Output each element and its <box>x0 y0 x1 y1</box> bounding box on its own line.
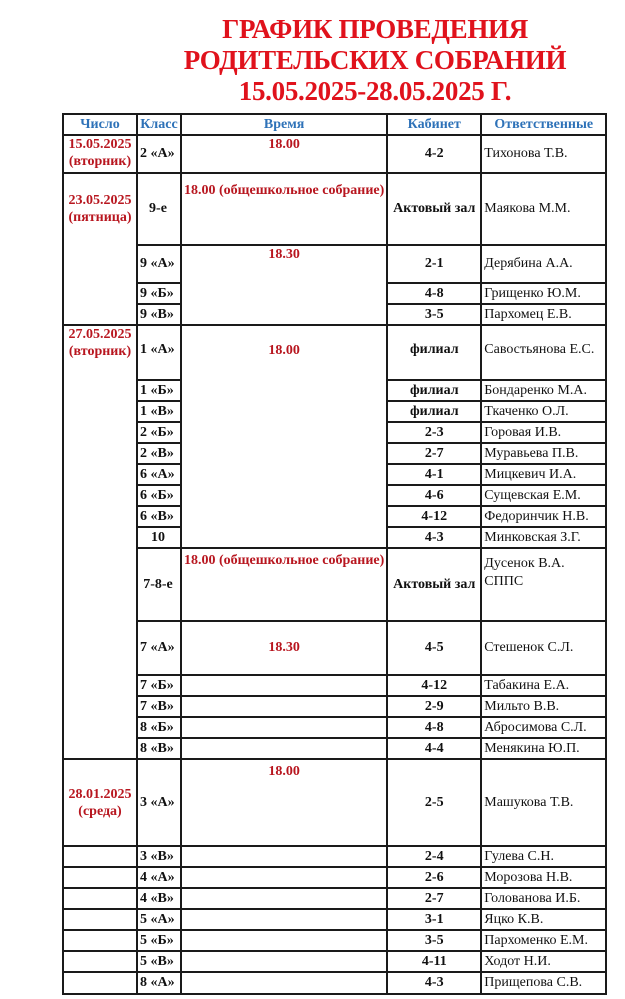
responsible-cell: Абросимова С.Л. <box>481 717 606 738</box>
responsible-cell: Ткаченко О.Л. <box>481 401 606 422</box>
room-cell: Актовый зал <box>387 548 481 621</box>
table-row <box>63 621 606 675</box>
table-row <box>63 909 606 930</box>
table-row <box>63 930 606 951</box>
responsible-cell: Табакина Е.А. <box>481 675 606 696</box>
room-cell: 2-1 <box>387 245 481 283</box>
class-cell: 1 «А» <box>137 325 181 380</box>
room-cell: 4-11 <box>387 951 481 972</box>
time-cell: 18.00 (общешкольное собрание) <box>181 173 387 245</box>
room-cell: 4-12 <box>387 506 481 527</box>
table-row <box>63 972 606 994</box>
room-cell: 4-3 <box>387 972 481 994</box>
weekday-value: (вторник) <box>68 344 132 359</box>
title-line-1: ГРАФИК ПРОВЕДЕНИЯ <box>222 14 528 44</box>
class-cell: 5 «В» <box>137 951 181 972</box>
room-cell: 3-5 <box>387 930 481 951</box>
date-cell-empty <box>63 909 137 930</box>
responsible-cell: Дусенок В.А. СППС <box>481 548 606 621</box>
responsible-cell: Сущевская Е.М. <box>481 485 606 506</box>
responsible-cell: Пархомец Е.В. <box>481 304 606 325</box>
responsible-cell: Грищенко Ю.М. <box>481 283 606 304</box>
date-cell-empty <box>63 867 137 888</box>
class-cell: 2 «В» <box>137 443 181 464</box>
weekday-value: (вторник) <box>68 154 132 169</box>
date-cell-empty <box>63 888 137 909</box>
class-cell: 8 «В» <box>137 738 181 759</box>
time-cell <box>181 738 387 759</box>
room-cell: 4-5 <box>387 621 481 675</box>
class-cell: 9 «В» <box>137 304 181 325</box>
time-cell <box>181 846 387 867</box>
responsible-cell: Гулева С.Н. <box>481 846 606 867</box>
responsible-cell: Тихонова Т.В. <box>481 135 606 173</box>
time-cell <box>181 696 387 717</box>
table-row <box>63 135 606 173</box>
responsible-cell: Менякина Ю.П. <box>481 738 606 759</box>
room-cell: 2-3 <box>387 422 481 443</box>
date-cell <box>63 325 137 759</box>
table-row <box>63 548 606 621</box>
table-row <box>63 759 606 846</box>
responsible-cell: Морозова Н.В. <box>481 867 606 888</box>
table-row <box>63 951 606 972</box>
date-cell <box>63 173 137 325</box>
responsible-cell: Дерябина А.А. <box>481 245 606 283</box>
table-row <box>63 325 606 380</box>
room-cell: 4-12 <box>387 675 481 696</box>
class-cell: 1 «Б» <box>137 380 181 401</box>
date-value: 28.01.2025 <box>68 786 132 802</box>
class-cell: 2 «Б» <box>137 422 181 443</box>
room-cell: 2-7 <box>387 443 481 464</box>
room-cell: филиал <box>387 401 481 422</box>
column-header-responsible: Ответственные <box>481 114 606 135</box>
room-cell: 2-6 <box>387 867 481 888</box>
class-cell: 2 «А» <box>137 135 181 173</box>
room-cell: 2-4 <box>387 846 481 867</box>
class-cell: 9 «Б» <box>137 283 181 304</box>
time-cell <box>181 675 387 696</box>
time-cell <box>181 930 387 951</box>
table-row <box>63 738 606 759</box>
date-cell-empty <box>63 972 137 994</box>
table-row <box>63 888 606 909</box>
column-header-time: Время <box>181 114 387 135</box>
class-cell: 7 «Б» <box>137 675 181 696</box>
time-cell <box>181 909 387 930</box>
time-cell <box>181 888 387 909</box>
room-cell: 3-5 <box>387 304 481 325</box>
table-row <box>63 717 606 738</box>
responsible-cell: Мильто В.В. <box>481 696 606 717</box>
date-cell-empty <box>63 951 137 972</box>
room-cell: 4-3 <box>387 527 481 548</box>
time-cell: 18.30 <box>181 245 387 325</box>
table-row <box>63 846 606 867</box>
weekday-value: (пятница) <box>68 210 132 225</box>
table-row <box>63 696 606 717</box>
class-cell: 7-8-е <box>137 548 181 621</box>
class-cell: 5 «Б» <box>137 930 181 951</box>
class-cell: 7 «А» <box>137 621 181 675</box>
column-header-room: Кабинет <box>387 114 481 135</box>
meeting-schedule-table <box>62 113 607 995</box>
class-cell: 1 «В» <box>137 401 181 422</box>
class-cell: 9-е <box>137 173 181 245</box>
date-cell <box>63 759 137 846</box>
table-row <box>63 173 606 245</box>
table-row <box>63 867 606 888</box>
class-cell: 3 «А» <box>137 759 181 846</box>
responsible-cell: Пархоменко Е.М. <box>481 930 606 951</box>
class-cell: 10 <box>137 527 181 548</box>
class-cell: 9 «А» <box>137 245 181 283</box>
date-value: 15.05.2025 <box>68 137 132 152</box>
responsible-cell: Прищепова С.В. <box>481 972 606 994</box>
page-title <box>150 14 600 107</box>
responsible-cell: Мицкевич И.А. <box>481 464 606 485</box>
title-line-3: 15.05.2025-28.05.2025 Г. <box>238 76 512 106</box>
responsible-cell: Машукова Т.В. <box>481 759 606 846</box>
class-cell: 8 «Б» <box>137 717 181 738</box>
time-cell: 18.00 <box>181 759 387 846</box>
title-line-2: РОДИТЕЛЬСКИХ СОБРАНИЙ <box>183 45 567 75</box>
table-row <box>63 245 606 283</box>
room-cell: филиал <box>387 380 481 401</box>
class-cell: 4 «А» <box>137 867 181 888</box>
time-cell <box>181 867 387 888</box>
date-value: 27.05.2025 <box>68 327 132 342</box>
class-cell: 8 «А» <box>137 972 181 994</box>
class-cell: 4 «В» <box>137 888 181 909</box>
room-cell: 4-1 <box>387 464 481 485</box>
room-cell: 4-6 <box>387 485 481 506</box>
room-cell: 4-4 <box>387 738 481 759</box>
time-cell: 18.00 <box>181 325 387 548</box>
class-cell: 3 «В» <box>137 846 181 867</box>
responsible-cell: Федоринчик Н.В. <box>481 506 606 527</box>
responsible-cell: Минковская З.Г. <box>481 527 606 548</box>
table-header-row <box>63 114 606 135</box>
class-cell: 6 «В» <box>137 506 181 527</box>
class-cell: 6 «А» <box>137 464 181 485</box>
responsible-cell: Стешенок С.Л. <box>481 621 606 675</box>
responsible-cell: Ходот Н.И. <box>481 951 606 972</box>
time-cell <box>181 951 387 972</box>
responsible-cell: Муравьева П.В. <box>481 443 606 464</box>
time-cell: 18.30 <box>181 621 387 675</box>
weekday-value: (среда) <box>78 803 122 819</box>
room-cell: Актовый зал <box>387 173 481 245</box>
responsible-cell: Голованова И.Б. <box>481 888 606 909</box>
room-cell: 2-7 <box>387 888 481 909</box>
room-cell: филиал <box>387 325 481 380</box>
column-header-class: Класс <box>137 114 181 135</box>
time-cell: 18.00 <box>181 135 387 173</box>
time-cell: 18.00 (общешкольное собрание) <box>181 548 387 621</box>
room-cell: 4-2 <box>387 135 481 173</box>
room-cell: 4-8 <box>387 717 481 738</box>
room-cell: 2-5 <box>387 759 481 846</box>
table-row <box>63 675 606 696</box>
time-cell <box>181 972 387 994</box>
date-cell <box>63 135 137 173</box>
room-cell: 4-8 <box>387 283 481 304</box>
responsible-cell: Маякова М.М. <box>481 173 606 245</box>
responsible-cell: Бондаренко М.А. <box>481 380 606 401</box>
date-value: 23.05.2025 <box>68 193 132 208</box>
responsible-cell: Яцко К.В. <box>481 909 606 930</box>
room-cell: 2-9 <box>387 696 481 717</box>
class-cell: 6 «Б» <box>137 485 181 506</box>
column-header-date: Число <box>63 114 137 135</box>
date-cell-empty <box>63 846 137 867</box>
date-cell-empty <box>63 930 137 951</box>
class-cell: 7 «В» <box>137 696 181 717</box>
responsible-cell: Савостьянова Е.С. <box>481 325 606 380</box>
responsible-cell: Горовая И.В. <box>481 422 606 443</box>
time-cell <box>181 717 387 738</box>
class-cell: 5 «А» <box>137 909 181 930</box>
room-cell: 3-1 <box>387 909 481 930</box>
